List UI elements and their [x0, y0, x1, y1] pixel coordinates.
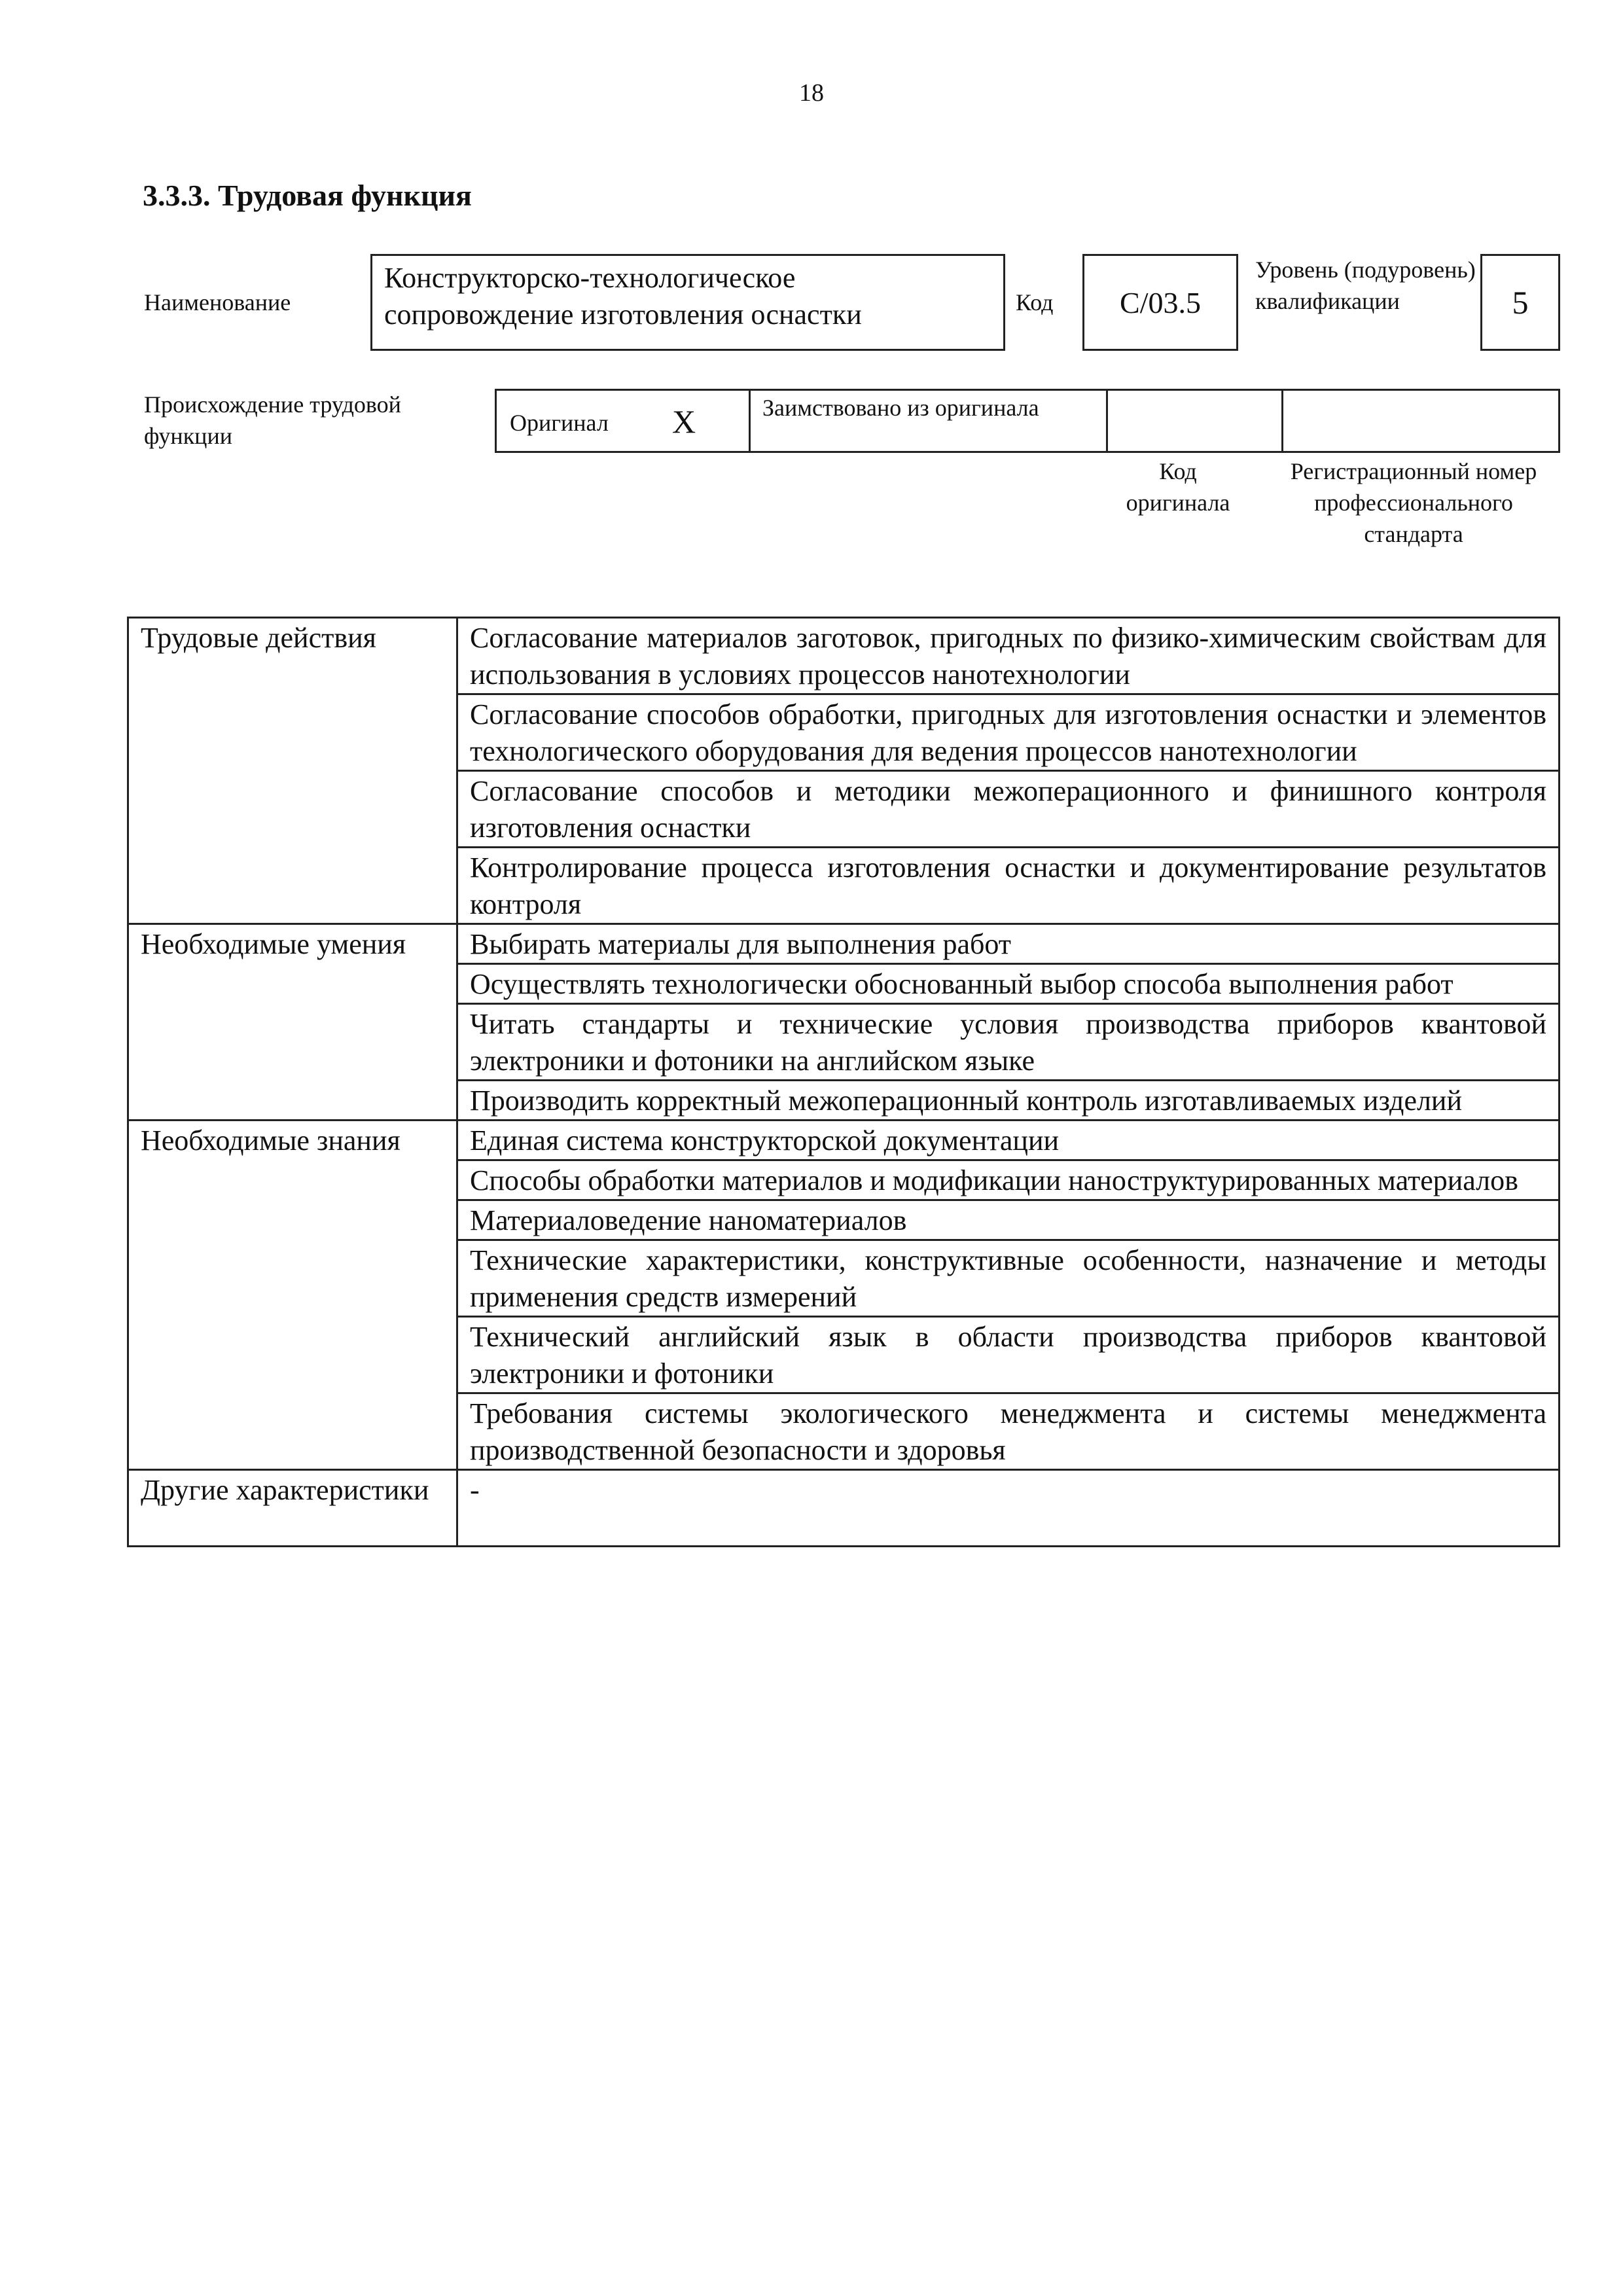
origin-original-label: Оригинал — [510, 410, 609, 436]
table-row — [128, 618, 1560, 694]
name-value: Конструкторско-технологическое сопровождение изготовления оснастки — [384, 262, 862, 331]
table-row — [128, 924, 1560, 964]
origin-original-mark: X — [672, 403, 696, 440]
origin-table — [495, 389, 1560, 453]
level-label: Уровень (подуровень) квалификации — [1255, 257, 1476, 314]
name-box — [370, 254, 1005, 351]
table-cell: Способы обработки материалов и модификации наноструктурированных материалов — [457, 1160, 1560, 1200]
table-row — [128, 1470, 1560, 1547]
section-title-required-knowledge: Необходимые знания — [128, 1121, 457, 1470]
origin-original-cell — [497, 391, 751, 451]
section-title-other-characteristics: Другие характеристики — [128, 1470, 457, 1547]
origin-label: Происхождение трудовой функции — [144, 391, 401, 449]
table-row — [128, 1121, 1560, 1160]
page-number: 18 — [799, 79, 824, 107]
table-cell: Технические характеристики, конструктивные особенности, назначение и методы применения средств измерений — [457, 1240, 1560, 1317]
code-value: C/03.5 — [1120, 285, 1201, 319]
code-box — [1082, 254, 1238, 351]
table-cell: Технический английский язык в области производства приборов квантовой электроники и фотоники — [457, 1317, 1560, 1393]
table-cell: Контролирование процесса изготовления оснастки и документирование результатов контроля — [457, 848, 1560, 924]
table-cell: Читать стандарты и технические условия производства приборов квантовой электроники и фотоники на английском языке — [457, 1004, 1560, 1081]
table-cell: Согласование материалов заготовок, пригодных по физико-химическим свойствам для использования в условиях процессов нанотехнологии — [457, 618, 1560, 694]
origin-code-cell — [1108, 391, 1283, 451]
table-cell: Производить корректный межоперационный контроль изготавливаемых изделий — [457, 1081, 1560, 1121]
original-code-caption: Код оригинала — [1126, 458, 1230, 516]
table-cell: Осуществлять технологически обоснованный выбор способа выполнения работ — [457, 964, 1560, 1004]
reg-number-caption: Регистрационный номер профессионального стандарта — [1290, 458, 1537, 547]
level-value: 5 — [1512, 284, 1529, 321]
table-cell: Согласование способов и методики межоперационного и финишного контроля изготовления оснастки — [457, 771, 1560, 848]
table-cell: Требования системы экологического менеджмента и системы менеджмента производственной безопасности и здоровья — [457, 1393, 1560, 1470]
table-cell: Единая система конструкторской документации — [457, 1121, 1560, 1160]
origin-borrowed-cell — [751, 391, 1108, 451]
section-title: 3.3.3. Трудовая функция — [143, 179, 472, 212]
table-cell: Материаловедение наноматериалов — [457, 1200, 1560, 1240]
table-cell: - — [457, 1470, 1560, 1547]
table-cell: Выбирать материалы для выполнения работ — [457, 924, 1560, 964]
labor-function-table — [127, 617, 1560, 1547]
origin-borrowed-label: Заимствовано из оригинала — [762, 395, 1039, 421]
table-cell: Согласование способов обработки, пригодных для изготовления оснастки и элементов технологического оборудования для ведения процессов нанотехнологии — [457, 694, 1560, 771]
code-label: Код — [1016, 289, 1054, 315]
level-box — [1480, 254, 1560, 351]
section-title-labor-actions: Трудовые действия — [128, 618, 457, 924]
section-title-required-skills: Необходимые умения — [128, 924, 457, 1121]
name-label: Наименование — [144, 289, 291, 315]
origin-reg-cell — [1283, 391, 1558, 451]
